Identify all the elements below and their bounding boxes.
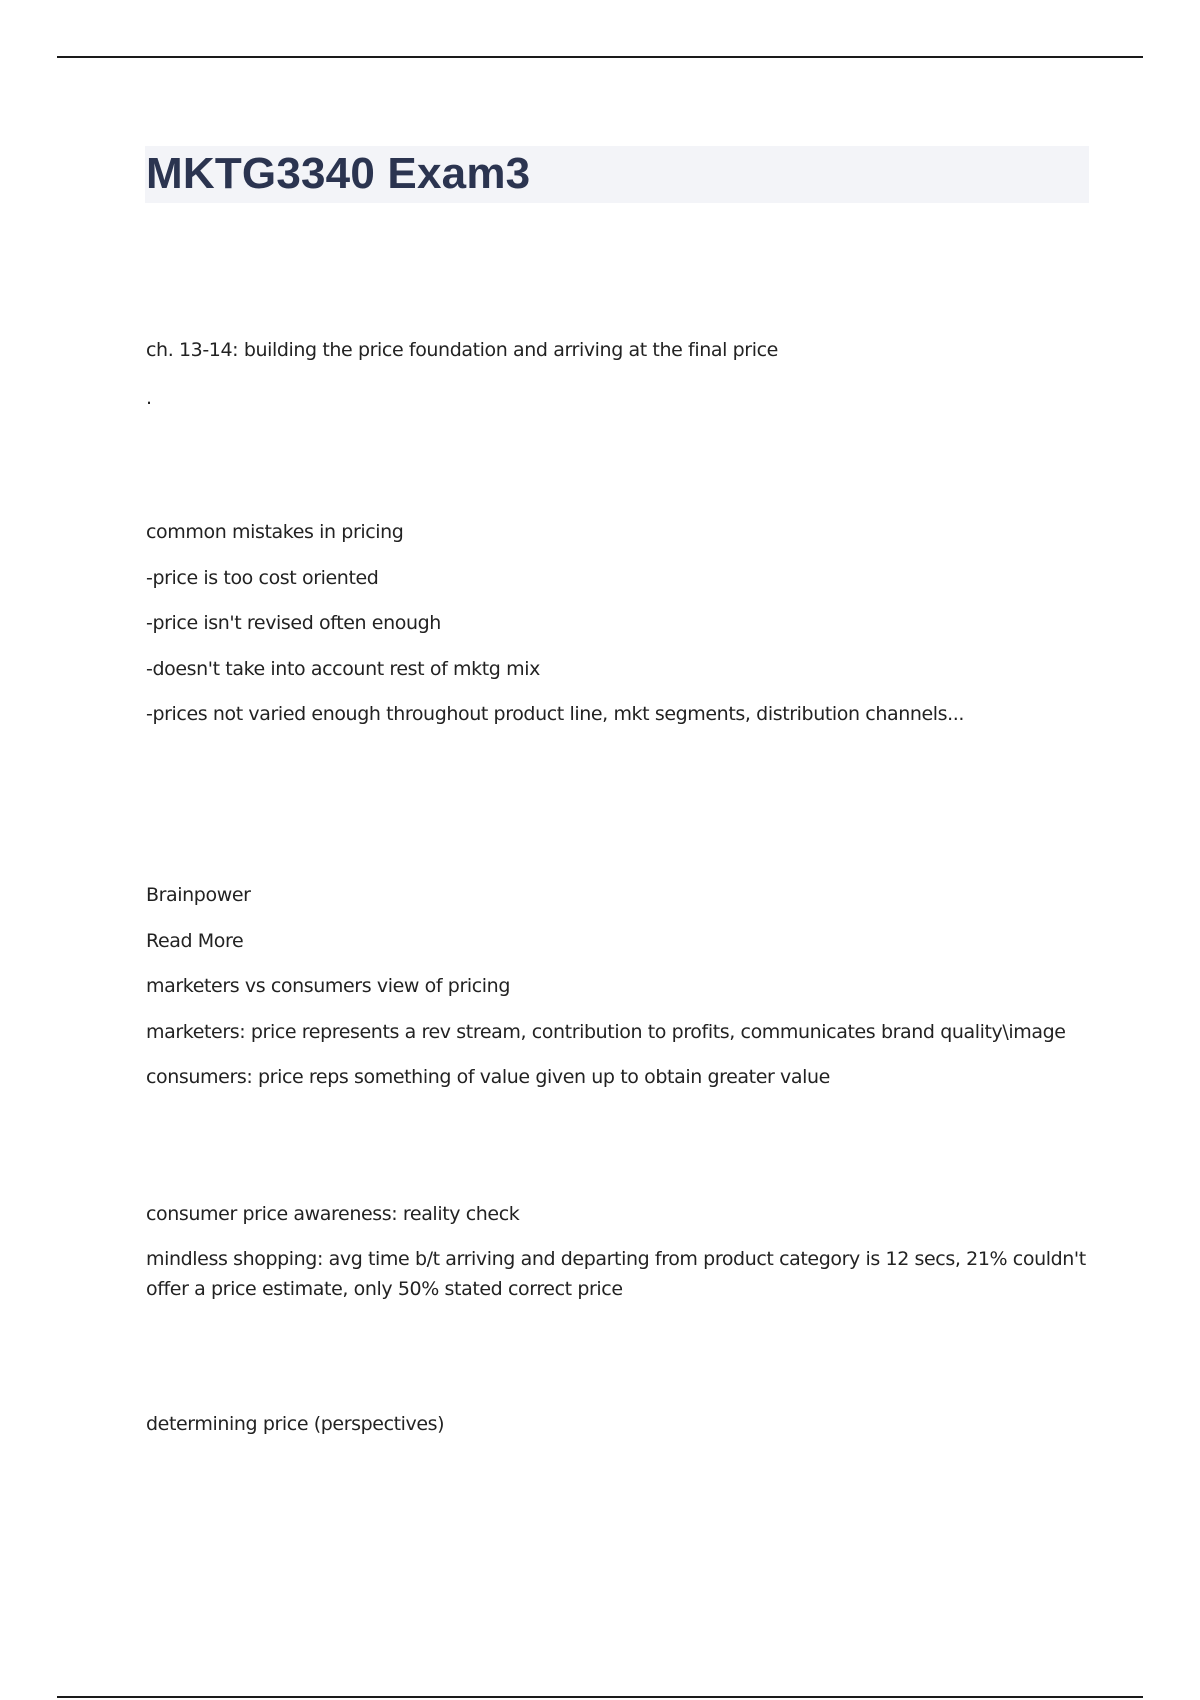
mistake-item: -price isn't revised often enough (146, 612, 441, 634)
brainpower-label: Brainpower (146, 884, 251, 906)
mistake-item: -price is too cost oriented (146, 567, 379, 589)
footer-rule (57, 1696, 1143, 1698)
header-rule (57, 56, 1143, 58)
term-common-mistakes: common mistakes in pricing (146, 521, 404, 543)
mistake-item: -prices not varied enough throughout product line, mkt segments, distribution channels... (146, 703, 965, 725)
chapter-heading: ch. 13-14: building the price foundation and arriving at the final price (146, 339, 778, 361)
definition-consumers: consumers: price reps something of value given up to obtain greater value (146, 1066, 830, 1088)
read-more-link[interactable]: Read More (146, 930, 244, 952)
term-determining-price: determining price (perspectives) (146, 1413, 445, 1435)
definition-mindless-shopping: mindless shopping: avg time b/t arriving and departing from product category is 12 secs, 21% couldn't offer a price estimate, only 50% stated correct price (146, 1248, 1086, 1300)
document-title: MKTG3340 Exam3 (146, 149, 531, 198)
term-marketers-vs-consumers: marketers vs consumers view of pricing (146, 975, 510, 997)
separator-dot: . (146, 387, 152, 409)
mistake-item: -doesn't take into account rest of mktg mix (146, 658, 540, 680)
term-price-awareness: consumer price awareness: reality check (146, 1203, 520, 1225)
definition-marketers: marketers: price represents a rev stream, contribution to profits, communicates brand quality\image (146, 1021, 1066, 1043)
